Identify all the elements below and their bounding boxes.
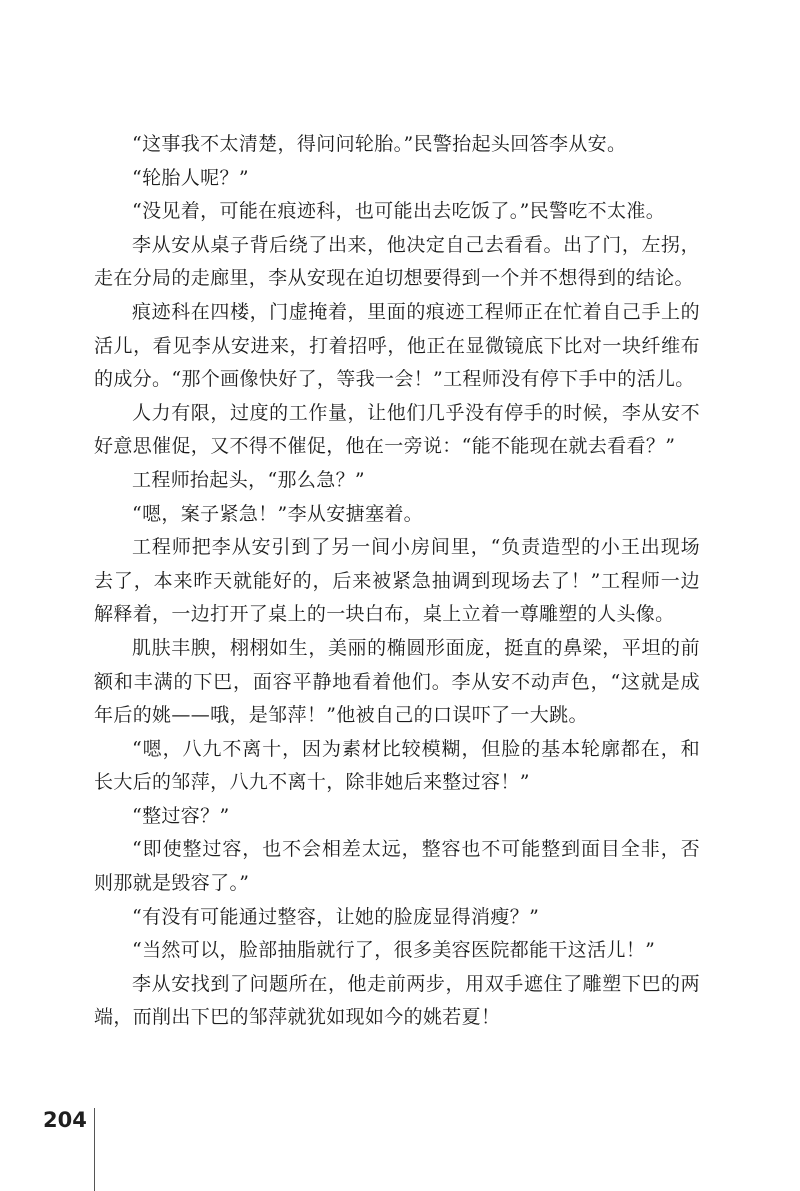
folio-divider-line [94,1108,95,1191]
paragraph-8: “嗯，案子紧急！”李从安搪塞着。 [132,502,424,525]
paragraph-6: 人力有限，过度的工作量，让他们几乎没有停手的时候，李从安不好意思催促，又不得不催促，他在一旁说：“能不能现在就去看看？” [94,401,700,458]
paragraph-11: “嗯，八九不离十，因为素材比较模糊，但脸的基本轮廓都在，和长大后的邹萍，八九不离十，除非她后来整过容！” [94,737,700,794]
page-number: 204 [43,1108,87,1132]
paragraph-14: “有没有可能通过整容，让她的脸庞显得消瘦？” [132,905,540,928]
paragraph-13: “即使整过容，也不会相差太远，整容也不可能整到面目全非，否则那就是毁容了。” [94,838,700,895]
paragraph-2: “轮胎人呢？” [132,166,249,189]
paragraph-1: “这事我不太清楚，得问问轮胎。”民警抬起头回答李从安。 [132,133,627,155]
paragraph-10: 肌肤丰腴，栩栩如生，美丽的椭圆形面庞，挺直的鼻梁，平坦的前额和丰满的下巴，面容平静地看着他们。李从安不动声色，“这就是成年后的姚——哦，是邹萍！”他被自己的口误吓了一大跳。 [94,636,700,727]
paragraph-4: 李从安从桌子背后绕了出来，他决定自己去看看。出了门，左拐，走在分局的走廊里，李从安现在迫切想要得到一个并不想得到的结论。 [94,233,700,290]
paragraph-9: 工程师把李从安引到了另一间小房间里，“负责造型的小王出现场去了，本来昨天就能好的，后来被紧急抽调到现场去了！”工程师一边解释着，一边打开了桌上的一块白布，桌上立着一尊雕塑的人头像。 [94,536,700,626]
paragraph-7: 工程师抬起头，“那么急？” [132,468,365,491]
paragraph-12: “整过容？” [132,804,230,827]
paragraph-5: 痕迹科在四楼，门虚掩着，里面的痕迹工程师正在忙着自己手上的活儿，看见李从安进来，打着招呼，他正在显微镜底下比对一块纤维布的成分。“那个画像快好了，等我一会！”工程师没有停下手中的活儿。 [94,300,700,391]
text-body [94,128,700,1035]
paragraph-3: “没见着，可能在痕迹科，也可能出去吃饭了。”民警吃不太准。 [132,200,666,223]
paragraph-15: “当然可以，脸部抽脂就行了，很多美容医院都能干这活儿！” [132,939,656,962]
paragraph-16: 李从安找到了问题所在，他走前两步，用双手遮住了雕塑下巴的两端，而削出下巴的邹萍就犹如现如今的姚若夏！ [94,972,700,1029]
